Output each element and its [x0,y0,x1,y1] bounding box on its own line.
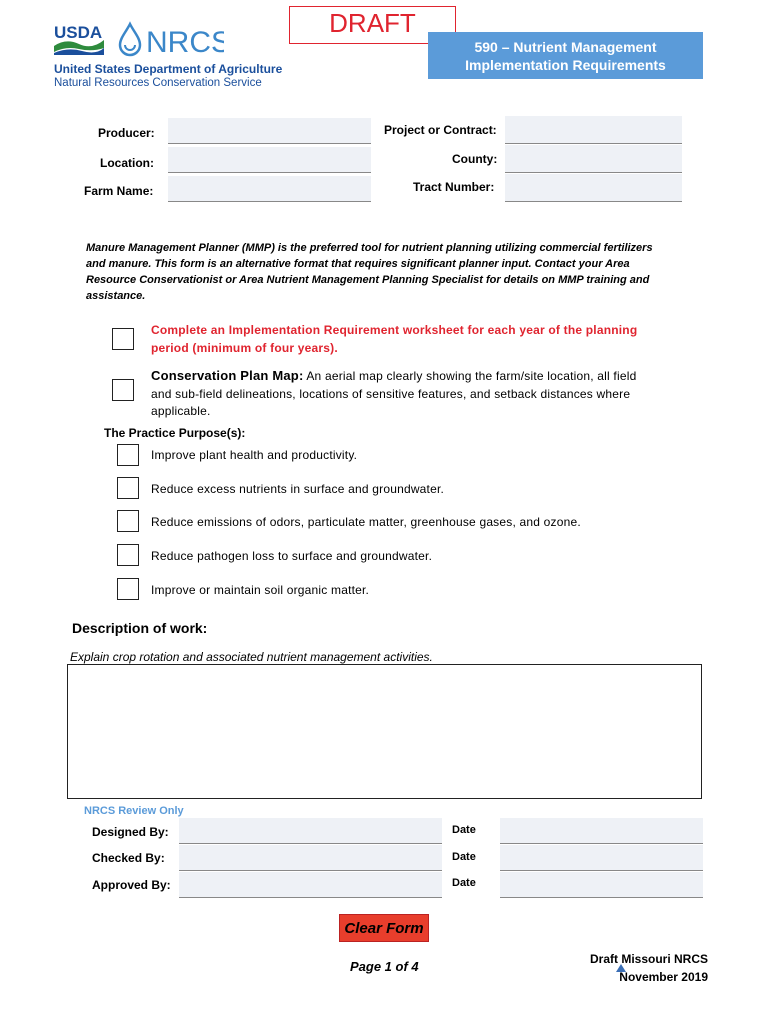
purpose-checkbox-3[interactable] [117,510,139,532]
footer-office-name: Draft Missouri NRCS [589,952,708,966]
nrcs-logo-text: NRCS [146,26,224,58]
title-line-2: Implementation Requirements [465,57,666,73]
checked-by-input[interactable] [179,845,442,871]
purpose-item-1: Improve plant health and productivity. [151,448,358,462]
purpose-checkbox-2[interactable] [117,477,139,499]
worksheet-checkbox[interactable] [112,328,134,350]
plan-map-line-2: and sub-field delineations, locations of sensitive features, and setback distances where [151,386,631,401]
intro-text: Manure Management Planner (MMP) is the preferred tool for nutrient planning utilizing commercial fertilizers and manure. This form is an alternative format that requires significant planner input. Contact your Area Resource Conservationist or Area Nutrient Management Planning Specialist for details on MMP training and assistance. [86,242,653,302]
checked-date-label: Date [452,851,476,863]
agency-name: United States Department of Agriculture [54,62,283,76]
project-label: Project or Contract: [384,123,497,137]
plan-map-line-3: applicable. [151,404,211,418]
purpose-item-3: Reduce emissions of odors, particulate matter, greenhouse gases, and ozone. [151,515,581,529]
title-banner [428,32,703,79]
usda-logo [54,22,104,61]
producer-input[interactable] [168,118,371,144]
purpose-checkbox-4[interactable] [117,544,139,566]
producer-label: Producer: [98,126,155,140]
description-subtitle: Explain crop rotation and associated nutrient management activities. [70,650,433,664]
plan-map-text: An aerial map clearly showing the farm/site location, all field [303,369,637,383]
purpose-item-4: Reduce pathogen loss to surface and groundwater. [151,549,433,563]
county-input[interactable] [505,145,682,173]
checked-by-label: Checked By: [92,851,165,865]
review-heading: NRCS Review Only [84,805,184,817]
purpose-heading: The Practice Purpose(s): [104,426,246,440]
designed-by-label: Designed By: [92,825,169,839]
page-number: Page 1 of 4 [350,959,419,974]
location-input[interactable] [168,147,371,173]
clear-form-button[interactable]: Clear Form [339,914,429,942]
purpose-item-5: Improve or maintain soil organic matter. [151,583,370,597]
nrcs-logo [116,20,224,63]
location-label: Location: [100,156,154,170]
designed-date-label: Date [452,824,476,836]
checked-date-input[interactable] [500,845,703,871]
approved-date-input[interactable] [500,872,703,898]
plan-map-requirement [151,367,666,421]
title-line-1: 590 – Nutrient Management [474,39,657,55]
description-heading: Description of work: [72,620,208,636]
purpose-item-2: Reduce excess nutrients in surface and groundwater. [151,482,445,496]
footer-office [586,950,708,986]
agency-subname: Natural Resources Conservation Service [54,77,262,89]
plan-map-title: Conservation Plan Map: [151,368,304,383]
county-label: County: [452,152,498,166]
farm-name-label: Farm Name: [84,184,154,198]
designed-date-input[interactable] [500,818,703,844]
project-input[interactable] [505,116,682,144]
tract-label: Tract Number: [413,180,495,194]
purpose-checkbox-1[interactable] [117,444,139,466]
worksheet-line-1: Complete an Implementation Requirement worksheet for each year of the planning [151,323,638,337]
worksheet-requirement [151,322,666,357]
tract-input[interactable] [505,174,682,202]
usda-logo-text: USDA [54,23,103,42]
designed-by-input[interactable] [179,818,442,844]
approved-date-label: Date [452,877,476,889]
footer-date: November 2019 [619,970,708,984]
purpose-checkbox-5[interactable] [117,578,139,600]
worksheet-line-2: period (minimum of four years). [151,340,338,355]
plan-map-checkbox[interactable] [112,379,134,401]
approved-by-label: Approved By: [92,878,171,892]
draft-stamp: DRAFT [289,6,456,44]
farm-name-input[interactable] [168,176,371,202]
approved-by-input[interactable] [179,872,442,898]
description-textarea[interactable] [67,664,702,799]
